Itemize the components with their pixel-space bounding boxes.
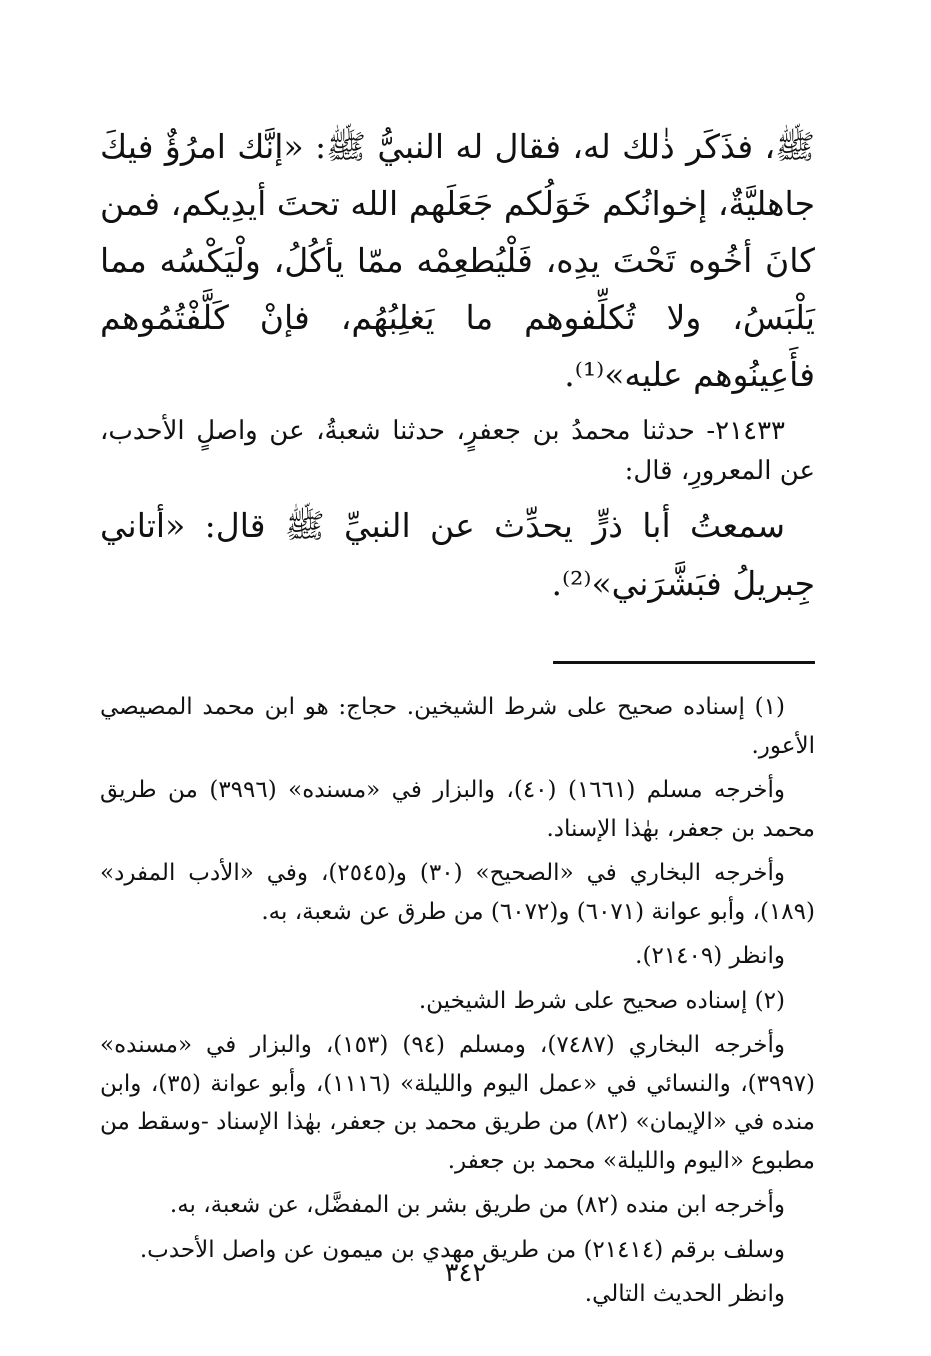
footnote-paragraph: (٢) إسناده صحيح على شرط الشيخين. [418,987,785,1014]
footnote-paragraph: وانظر الحديث التالي. [584,1281,785,1307]
footnote-paragraph: وأخرجه مسلم (١٦٦١) (٤٠)، والبزار في «مسنده» (٣٩٩٦) من طريق محمد بن جعفر، بهٰذا الإسناد. [100,777,815,842]
hadith-21433 [100,411,815,613]
hadith-text: سمعتُ أبا ذرٍّ يحدِّث عن النبيِّ ﷺ قال: «أتاني جِبريلُ فبَشَّرَني»⁽²⁾. [100,506,815,603]
footnote-paragraph: وأخرجه ابن منده (٨٢) من طريق بشر بن المفضَّل، عن شعبة، به. [169,1192,785,1218]
hadith-continuation-text: ﷺ، فذَكَر ذٰلك له، فقال له النبيُّ ﷺ: «إنَّك امرُؤٌ فيكَ جاهليَّةٌ، إخوانُكم خَوَلُكم جَعَلَهم الله تحتَ أيدِيكم، فمن كانَ أخُوه تَحْتَ يدِه، فَلْيُطعِمْه ممّا يأكُلُ، ولْيَكْسُه مما يَلْبَسُ، ولا تُكلِّفوهم ما يَغلِبُهُم، فإنْ كَلَّفْتُمُوهم فأَعِينُوهم عليه»⁽¹⁾. [100,127,815,394]
footnote-paragraph: (١) إسناده صحيح على شرط الشيخين. حجاج: هو ابن محمد المصيصي الأعور. [100,694,815,759]
footnote-paragraph: وأخرجه البخاري (٧٤٨٧)، ومسلم (٩٤) (١٥٣)، والبزار في «مسنده» (٣٩٩٧)، والنسائي في «عمل اليوم والليلة» (١١١٦)، وأبو عوانة (٣٥)، وابن منده في «الإيمان» (٨٢) من طريق محمد بن جعفر، بهٰذا الإسناد -وسقط من مطبوع «اليوم والليلة» محمد بن جعفر. [100,1032,816,1174]
hadith-chain-of-narration: ٢١٤٣٣- حدثنا محمدُ بن جعفرٍ، حدثنا شعبةُ، عن واصلٍ الأحدب، عن المعرورِ، قال: [100,416,815,486]
footnotes [100,688,815,1314]
footnote-paragraph: وسلف برقم (٢١٤١٤) من طريق مهدي بن ميمون عن واصل الأحدب. [139,1236,785,1263]
footnote-separator [553,661,815,664]
footnote-paragraph: وانظر (٢١٤٠٩). [635,943,785,969]
page-body [100,118,815,1320]
page-number: ٣٤٢ [444,1258,487,1288]
footnote-paragraph: وأخرجه البخاري في «الصحيح» (٣٠) و(٢٥٤٥)، وفي «الأدب المفرد» (١٨٩)، وأبو عوانة (٦٠٧١) و(٦٠٧٢) من طرق عن شعبة، به. [100,860,815,925]
